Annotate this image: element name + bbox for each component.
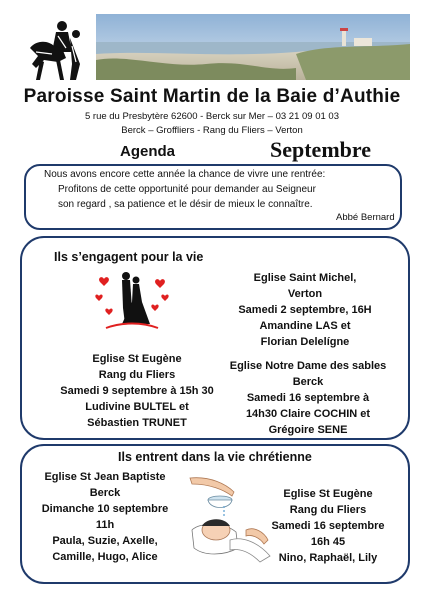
intro-line: Profitons de cette opportunité pour demander au Seigneur (58, 184, 316, 195)
event-line: Nino, Raphaël, Lily (278, 552, 378, 564)
signature: Abbé Bernard (336, 212, 395, 223)
intro-line: Nous avons encore cette année la chance de vivre une rentrée: (44, 169, 326, 180)
event-rang-du-fliers-baptism (258, 486, 398, 566)
event-line: Samedi 2 septembre, 16H (238, 304, 372, 316)
event-berck-wedding (218, 358, 398, 438)
event-verton (215, 270, 395, 350)
event-line: Eglise St Jean Baptiste (44, 471, 166, 483)
event-line: Eglise St Eugène (283, 488, 373, 500)
event-line: Berck (292, 376, 324, 388)
villages-line: Berck – Groffliers - Rang du Fliers – Verton (121, 125, 303, 136)
agenda-label: Agenda (120, 143, 176, 160)
weddings-heading: Ils s’engagent pour la vie (54, 250, 204, 264)
bay-landscape-photo (96, 14, 410, 80)
intro-line: son regard , sa patience et le désir de mieux le connaître. (58, 199, 313, 210)
event-line: Ludivine BULTEL et (85, 401, 189, 413)
event-line: Sébastien TRUNET (87, 417, 187, 429)
wedding-couple-illustration (92, 268, 172, 334)
event-rang-du-fliers-wedding (52, 351, 222, 431)
event-line: 16h 45 (310, 536, 346, 548)
event-line: Rang du Fliers (98, 369, 176, 381)
event-line: Paula, Suzie, Axelle, (52, 535, 158, 547)
month-title: Septembre (270, 137, 372, 162)
event-line: Samedi 16 septembre à (246, 392, 370, 404)
baptisms-heading: Ils entrent dans la vie chrétienne (118, 450, 312, 464)
event-line: Samedi 9 septembre à 15h 30 (60, 385, 214, 397)
parish-logo (22, 18, 84, 82)
event-line: Rang du Fliers (289, 504, 367, 516)
event-line: Eglise St Eugène (92, 353, 182, 365)
event-line: 11h (95, 519, 115, 531)
event-line: Eglise Notre Dame des sables (229, 360, 387, 372)
event-line: Amandine LAS et (259, 320, 351, 332)
event-berck-baptism (30, 469, 180, 565)
event-line: Florian Delelígne (260, 336, 350, 348)
event-line: Dimanche 10 septembre (41, 503, 169, 515)
address-line: 5 rue du Presbytère 62600 - Berck sur Mer – 03 21 09 01 03 (84, 111, 339, 122)
event-line: Camille, Hugo, Alice (52, 551, 158, 563)
event-line: Grégoire SENE (268, 424, 348, 436)
event-line: Verton (287, 288, 323, 300)
event-line: Eglise Saint Michel, (253, 272, 357, 284)
parish-title: Paroisse Saint Martin de la Baie d’Authie (23, 86, 401, 107)
event-line: 14h30 Claire COCHIN et (245, 408, 371, 420)
event-line: Samedi 16 septembre (271, 520, 385, 532)
event-line: Berck (89, 487, 121, 499)
